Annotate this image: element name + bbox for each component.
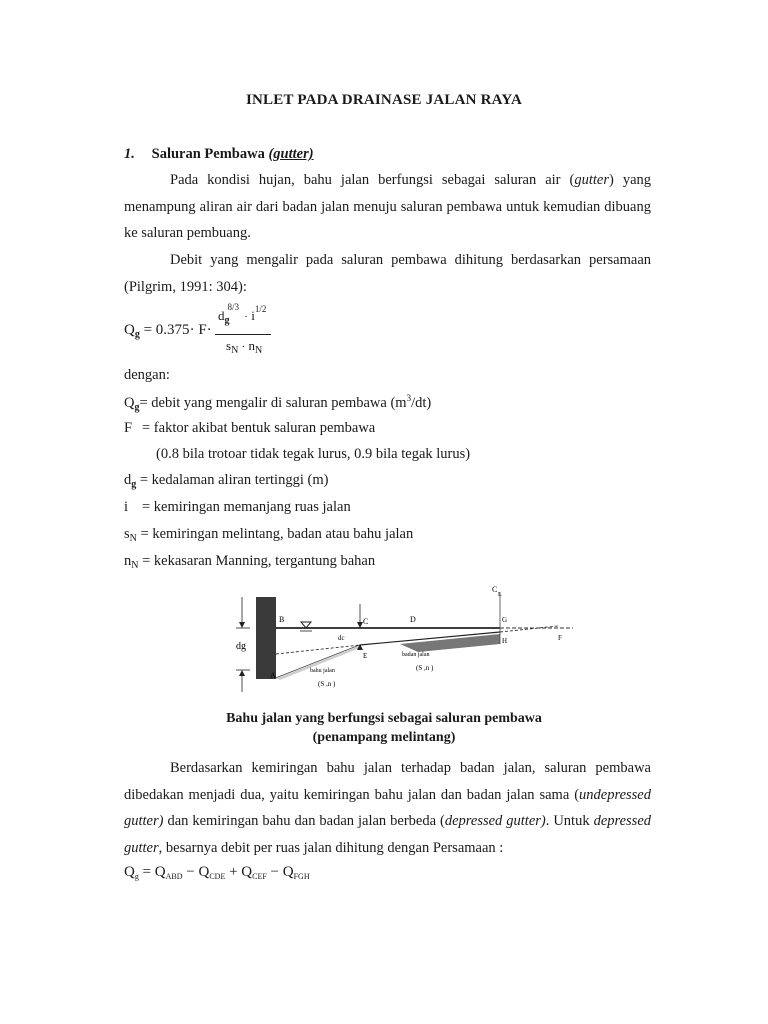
paragraph-1-text-a: Pada kondisi hujan, bahu jalan berfungsi sebagai saluran air ( [170, 172, 575, 188]
def-qg: $Q_g=$ debit yang mengalir di saluran pembawa $(m^3/dt)$ [124, 393, 432, 413]
def-nn: $n_N$ = kekasaran Manning, tergantung bahan [124, 553, 376, 571]
shoulder-hatch [276, 645, 360, 680]
formula-depressed-gutter: $Q_g = Q_{ABD} - Q_{CDE} + Q_{CEF} - Q_{FGH}$ [124, 864, 310, 881]
label-d: D [410, 615, 416, 624]
section-label: Saluran Pembawa [151, 146, 265, 162]
formula-1-denominator: $s_N \cdot n_N$ [226, 338, 263, 356]
section-number: 1. [124, 146, 135, 162]
def-dg: $d_g$ = kedalaman aliran tertinggi (m) [124, 472, 329, 490]
label-bahu-param: (S ,n ) [318, 680, 336, 688]
formula-1-fraction-bar [215, 334, 271, 335]
label-dc: dc [338, 634, 345, 642]
label-badan-jalan: badan jalan [402, 652, 430, 658]
paragraph-2-text: Debit yang mengalir pada saluran pembawa dihitung berdasarkan persamaan (Pilgrim, 1991: 304): [124, 252, 651, 295]
label-b: B [279, 615, 285, 624]
paragraph-2 [124, 247, 651, 300]
label-c: C [363, 617, 369, 626]
label-a: A [270, 671, 276, 680]
label-badan-param: (S ,n ) [416, 664, 434, 672]
def-i: i = kemiringan memanjang ruas jalan [124, 499, 351, 515]
water-level-symbol [301, 622, 311, 628]
paragraph-1 [124, 167, 651, 247]
gutter-cross-section-diagram [228, 582, 578, 697]
label-bahu-jalan: bahu jalan [310, 668, 335, 674]
label-h: H [502, 637, 508, 645]
label-centerline: C [492, 585, 498, 594]
formula-1-numerator: $d_g^{8/3} \cdot i^{1/2}$ [218, 302, 267, 326]
figure-caption [0, 709, 768, 747]
formula-1-lhs: $Q_g = 0.375\cdot F\cdot$ [124, 322, 212, 340]
label-centerline-sub: L [498, 592, 502, 598]
figure-caption-line-2: (penampang melintang) [312, 730, 456, 745]
section-heading [124, 146, 314, 163]
figure-caption-line-1: Bahu jalan yang berfungsi sebagai saluran pembawa [226, 711, 542, 726]
dashed-extension-right [500, 626, 558, 632]
label-e: E [363, 652, 368, 660]
paragraph-1-italic: gutter [574, 172, 609, 188]
paragraph-3: Berdasarkan kemiringan bahu jalan terhadap badan jalan, saluran pembawa dibedakan menjadi dua, yaitu kemiringan bahu jalan dan badan jalan sama (undepressed gutter) dan kemiringan bahu dan badan jalan berbeda (depressed gutter). Untuk depressed gutter, besarnya debit per ruas jalan dihitung dengan Persamaan : [124, 760, 652, 856]
label-dg: dg [236, 641, 246, 652]
def-sn: $s_N$ = kemiringan melintang, badan atau bahu jalan [124, 526, 414, 544]
label-f: F [558, 634, 562, 642]
section-label-italic: (gutter) [268, 146, 314, 162]
label-g: G [502, 616, 508, 624]
paragraph-1-text-c: ) yang menampung aliran air dari badan jalan menuju saluran pembawa untuk kemudian dibuang ke saluran pembuang. [124, 172, 652, 241]
dengan-label: dengan: [124, 367, 170, 383]
def-f: F = faktor akibat bentuk saluran pembawa [124, 420, 376, 436]
curb-block [256, 597, 276, 679]
def-f-note: (0.8 bila trotoar tidak tegak lurus, 0.9 bila tegak lurus) [156, 446, 471, 462]
document-title: INLET PADA DRAINASE JALAN RAYA [245, 92, 523, 108]
